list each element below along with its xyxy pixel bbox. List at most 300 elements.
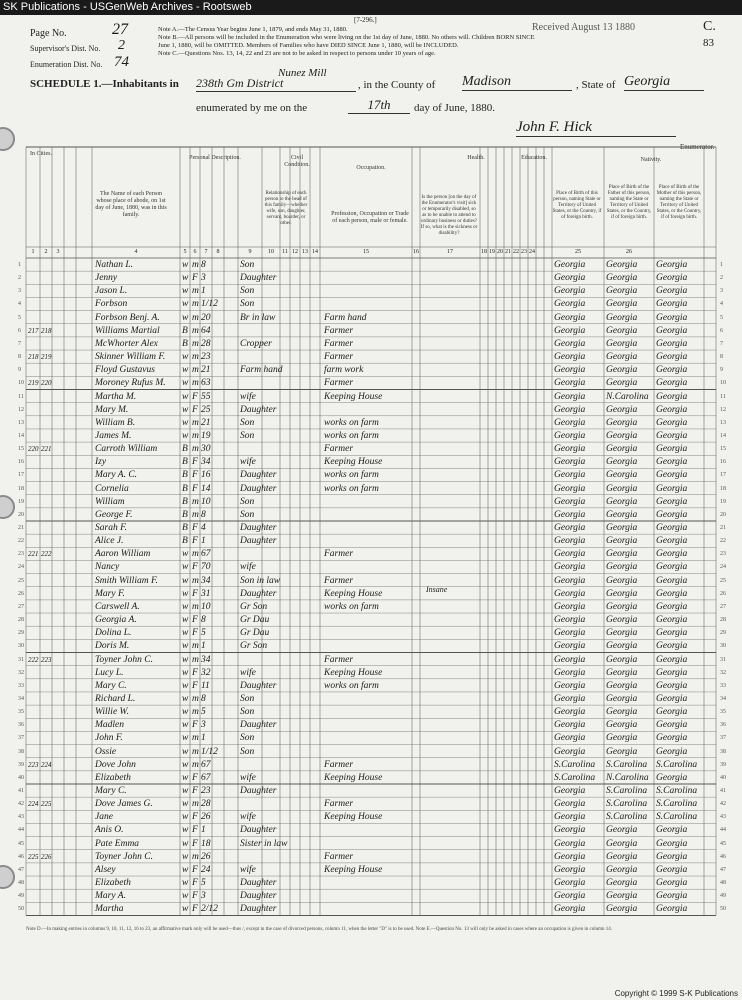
age: 1/12 xyxy=(201,746,218,757)
mother-birthplace: Georgia xyxy=(656,391,688,402)
occupation: works on farm xyxy=(324,470,379,481)
window-title-bar xyxy=(0,0,742,15)
relationship: Son xyxy=(240,707,255,718)
line-number: 28 xyxy=(720,617,726,624)
column-number: 4 xyxy=(134,249,138,255)
relationship: Daughter xyxy=(240,786,277,796)
occupation: Farmer xyxy=(324,352,354,363)
father-birthplace: Georgia xyxy=(606,746,638,757)
person-name: Williams Martial xyxy=(95,325,160,336)
color: w xyxy=(182,707,189,718)
person-name: Mary C. xyxy=(95,786,127,796)
mother-birthplace: Georgia xyxy=(656,720,688,731)
sex: F xyxy=(192,404,198,415)
age: 1 xyxy=(201,536,206,547)
age: 28 xyxy=(201,799,211,810)
father-birthplace: Georgia xyxy=(606,601,638,612)
dwelling-number xyxy=(28,666,40,680)
relationship: Gr Dau xyxy=(240,628,270,639)
sex: m xyxy=(192,312,199,323)
birthplace: Georgia xyxy=(554,746,586,757)
family-number xyxy=(41,837,53,851)
sex: m xyxy=(192,286,199,297)
person-name: Forbson xyxy=(95,299,128,310)
color: w xyxy=(182,720,189,731)
line-number: 19 xyxy=(720,498,726,505)
line-number: 32 xyxy=(18,669,24,676)
occupation: Farmer xyxy=(324,549,354,560)
birthplace: Georgia xyxy=(554,786,586,796)
dwelling-number xyxy=(28,390,40,404)
table-row xyxy=(0,705,742,719)
person-name: George F. xyxy=(95,509,133,520)
note-a: Note A.—The Census Year begins June 1, 1879, and ends May 31, 1880. xyxy=(158,26,348,33)
age: 32 xyxy=(201,667,211,678)
sex: F xyxy=(192,615,198,626)
dwelling-number xyxy=(28,311,40,325)
age: 14 xyxy=(201,483,211,494)
table-row xyxy=(0,902,742,916)
family-number xyxy=(41,902,53,916)
person-name: Smith William F. xyxy=(95,575,158,586)
color: B xyxy=(182,338,188,349)
mother-birthplace: Georgia xyxy=(656,286,688,297)
line-number: 42 xyxy=(18,801,24,808)
age: 5 xyxy=(201,707,206,718)
relationship: Daughter xyxy=(240,470,277,481)
dwelling-number xyxy=(28,363,40,377)
table-row xyxy=(0,521,742,535)
family-number xyxy=(41,731,53,745)
table-row xyxy=(0,613,742,627)
age: 8 xyxy=(201,693,206,704)
birthplace: Georgia xyxy=(554,904,586,915)
color: w xyxy=(182,864,189,875)
age: 1 xyxy=(201,286,206,297)
relationship: wife xyxy=(240,812,256,823)
line-number: 39 xyxy=(720,761,726,768)
family-number xyxy=(41,823,53,837)
mother-birthplace: Georgia xyxy=(656,312,688,323)
table-row xyxy=(0,797,742,811)
relationship: Son xyxy=(240,417,255,428)
dwelling-number xyxy=(28,482,40,496)
table-row xyxy=(0,297,742,311)
enumerator-signature: John F. Hick xyxy=(516,119,676,137)
line-number: 47 xyxy=(18,866,24,873)
table-row xyxy=(0,350,742,364)
line-number: 31 xyxy=(720,656,726,663)
age: 1 xyxy=(201,733,206,744)
person-name: John F. xyxy=(95,733,123,744)
birthplace: Georgia xyxy=(554,680,586,691)
relationship: Daughter xyxy=(240,588,277,599)
enumerated-day: 17th xyxy=(348,97,410,114)
line-number: 32 xyxy=(720,669,726,676)
table-row xyxy=(0,600,742,614)
dwelling-number xyxy=(28,416,40,430)
column-number: 26 xyxy=(626,249,632,255)
mother-birthplace: Georgia xyxy=(656,864,688,875)
color: B xyxy=(182,496,188,507)
color: w xyxy=(182,759,189,770)
father-birthplace: Georgia xyxy=(606,260,638,270)
relationship xyxy=(240,324,280,338)
state-label: , State of xyxy=(576,79,616,91)
mother-birthplace: Georgia xyxy=(656,891,688,902)
table-row xyxy=(0,626,742,640)
father-birthplace: Georgia xyxy=(606,707,638,718)
table-row xyxy=(0,784,742,798)
mother-birthplace: Georgia xyxy=(656,615,688,626)
line-number: 6 xyxy=(720,327,723,334)
age: 34 xyxy=(201,457,211,468)
father-birthplace: Georgia xyxy=(606,286,638,297)
occupation: works on farm xyxy=(324,430,379,441)
dwelling-number xyxy=(28,639,40,653)
relationship: Son in law xyxy=(240,575,281,586)
district-extra: Nunez Mill xyxy=(278,67,327,79)
birthplace: Georgia xyxy=(554,549,586,560)
line-number: 18 xyxy=(18,485,24,492)
table-row xyxy=(0,271,742,285)
census-page xyxy=(0,15,742,1000)
col-civil: Civil Condition. xyxy=(284,155,310,168)
family-number xyxy=(41,574,53,588)
sex: m xyxy=(192,549,199,560)
relationship: wife xyxy=(240,667,256,678)
sex: F xyxy=(192,470,198,481)
family-number xyxy=(41,771,53,785)
mother-birthplace: Georgia xyxy=(656,470,688,481)
father-birthplace: Georgia xyxy=(606,641,638,652)
color: w xyxy=(182,286,189,297)
relationship: Daughter xyxy=(240,720,277,731)
line-number: 27 xyxy=(720,603,726,610)
table-row xyxy=(0,311,742,325)
sex: F xyxy=(192,562,198,573)
relationship: Daughter xyxy=(240,273,277,284)
person-name: Cornelia xyxy=(95,483,129,494)
line-number: 9 xyxy=(18,367,21,374)
age: 4 xyxy=(201,523,206,533)
birthplace: Georgia xyxy=(554,707,586,718)
birthplace: Georgia xyxy=(554,352,586,363)
father-birthplace: Georgia xyxy=(606,825,638,836)
person-name: Ossie xyxy=(95,746,117,757)
col-birth-mother: Place of Birth of the Mother of this person, naming the State or Territory of United States, or the Country, if of foreign birth. xyxy=(656,185,702,220)
family-number xyxy=(41,258,53,272)
family-number: 220 xyxy=(41,379,52,388)
sex: m xyxy=(192,799,199,810)
dwelling-number xyxy=(28,271,40,285)
mother-birthplace: Georgia xyxy=(656,404,688,415)
person-name: Martha xyxy=(95,904,124,915)
mother-birthplace: Georgia xyxy=(656,509,688,520)
dwelling-number xyxy=(28,823,40,837)
dwelling-number xyxy=(28,863,40,877)
relationship: Son xyxy=(240,496,255,507)
birthplace: Georgia xyxy=(554,523,586,533)
mother-birthplace: Georgia xyxy=(656,496,688,507)
line-number: 10 xyxy=(18,380,24,387)
sex: m xyxy=(192,641,199,652)
occupation: Farmer xyxy=(324,444,354,455)
dwelling-number xyxy=(28,784,40,798)
color: w xyxy=(182,404,189,415)
person-name: Doris M. xyxy=(95,641,130,652)
father-birthplace: Georgia xyxy=(606,273,638,284)
color: w xyxy=(182,575,189,586)
table-row xyxy=(0,574,742,588)
col-health: Health. xyxy=(467,155,485,161)
line-number: 38 xyxy=(720,748,726,755)
occupation xyxy=(324,639,410,653)
enumerated-rest: day of June, 1880. xyxy=(414,102,495,114)
occupation: Farmer xyxy=(324,575,354,586)
birthplace: Georgia xyxy=(554,286,586,297)
color: w xyxy=(182,417,189,428)
father-birthplace: Georgia xyxy=(606,838,638,849)
color: B xyxy=(182,523,188,533)
age: 21 xyxy=(201,417,211,428)
person-name: Lucy L. xyxy=(95,667,124,678)
birthplace: Georgia xyxy=(554,891,586,902)
table-row xyxy=(0,731,742,745)
father-birthplace: Georgia xyxy=(606,404,638,415)
family-number xyxy=(41,455,53,469)
sex: m xyxy=(192,299,199,310)
birthplace: Georgia xyxy=(554,825,586,836)
relationship: Son xyxy=(240,430,255,441)
sex: m xyxy=(192,365,199,376)
dwelling-number xyxy=(28,284,40,298)
mother-birthplace: Georgia xyxy=(656,273,688,284)
county-value: Madison xyxy=(462,74,572,91)
sex: m xyxy=(192,601,199,612)
mother-birthplace: Georgia xyxy=(656,536,688,547)
father-birthplace: Georgia xyxy=(606,523,638,533)
sex: m xyxy=(192,746,199,757)
sex: F xyxy=(192,878,198,889)
relationship xyxy=(240,653,280,667)
sex: m xyxy=(192,707,199,718)
family-number xyxy=(41,416,53,430)
father-birthplace: Georgia xyxy=(606,378,638,389)
occupation: Farmer xyxy=(324,654,354,665)
col-names: The Name of each Person whose place of abode, on 1st day of June, 1880, was in this family. xyxy=(95,191,167,218)
color: w xyxy=(182,746,189,757)
relationship: Br in law xyxy=(240,312,276,323)
sex: F xyxy=(192,391,198,402)
age: 24 xyxy=(201,864,211,875)
family-number xyxy=(41,390,53,404)
color: w xyxy=(182,562,189,573)
color: w xyxy=(182,352,189,363)
color: w xyxy=(182,812,189,823)
table-row xyxy=(0,258,742,272)
line-number: 2 xyxy=(720,275,723,282)
table-row xyxy=(0,495,742,509)
age: 16 xyxy=(201,470,211,481)
father-birthplace: Georgia xyxy=(606,536,638,547)
line-number: 23 xyxy=(720,551,726,558)
family-number xyxy=(41,363,53,377)
birthplace: Georgia xyxy=(554,404,586,415)
birthplace: Georgia xyxy=(554,378,586,389)
table-row xyxy=(0,324,742,338)
age: 11 xyxy=(201,680,210,691)
sex: m xyxy=(192,417,199,428)
occupation: works on farm xyxy=(324,680,379,691)
enumerator-label: Enumerator. xyxy=(680,143,715,151)
line-number: 44 xyxy=(720,827,726,834)
relationship: Daughter xyxy=(240,904,277,915)
father-birthplace: Georgia xyxy=(606,693,638,704)
column-number: 22 xyxy=(513,249,519,255)
person-name: Nathan L. xyxy=(95,260,134,270)
family-number xyxy=(41,587,53,601)
age: 34 xyxy=(201,654,211,665)
line-number: 50 xyxy=(18,906,24,913)
line-number: 6 xyxy=(18,327,21,334)
dwelling-number xyxy=(28,718,40,732)
color: w xyxy=(182,260,189,270)
sex: m xyxy=(192,325,199,336)
person-name: Anis O. xyxy=(95,825,124,836)
mother-birthplace: Georgia xyxy=(656,457,688,468)
occupation xyxy=(324,560,410,574)
relationship xyxy=(240,350,280,364)
occupation xyxy=(324,784,410,798)
mother-birthplace: Georgia xyxy=(656,299,688,310)
family-number xyxy=(41,495,53,509)
color: w xyxy=(182,772,189,783)
birthplace: Georgia xyxy=(554,444,586,455)
mother-birthplace: Georgia xyxy=(656,444,688,455)
line-number: 10 xyxy=(720,380,726,387)
schedule-label: SCHEDULE 1.—Inhabitants in xyxy=(30,78,179,90)
dwelling-number xyxy=(28,731,40,745)
father-birthplace: N.Carolina xyxy=(606,772,649,783)
family-number xyxy=(41,534,53,548)
father-birthplace: Georgia xyxy=(606,352,638,363)
line-number: 43 xyxy=(720,814,726,821)
sex: F xyxy=(192,864,198,875)
line-number: 17 xyxy=(720,472,726,479)
mother-birthplace: Georgia xyxy=(656,733,688,744)
age: 5 xyxy=(201,628,206,639)
dwelling-number xyxy=(28,679,40,693)
sex: m xyxy=(192,260,199,270)
occupation xyxy=(324,718,410,732)
line-number: 15 xyxy=(18,446,24,453)
family-number xyxy=(41,784,53,798)
birthplace: Georgia xyxy=(554,483,586,494)
line-number: 44 xyxy=(18,827,24,834)
table-row xyxy=(0,390,742,404)
line-number: 29 xyxy=(18,630,24,637)
mother-birthplace: Georgia xyxy=(656,523,688,533)
dwelling-number xyxy=(28,258,40,272)
col-occupation-sub: Profession, Occupation or Trade of each person, male or female. xyxy=(331,211,409,224)
line-number: 41 xyxy=(720,788,726,794)
column-number: 7 xyxy=(204,249,208,255)
dwelling-number: 221 xyxy=(28,550,39,559)
table-row xyxy=(0,837,742,851)
line-number: 36 xyxy=(18,722,24,729)
enumerated-label: enumerated by me on the xyxy=(196,102,308,114)
line-number: 36 xyxy=(720,722,726,729)
father-birthplace: N.Carolina xyxy=(606,391,649,402)
col-occupation: Occupation. xyxy=(356,165,386,171)
person-name: Jason L. xyxy=(95,286,128,297)
age: 55 xyxy=(201,391,211,402)
person-name: Willie W. xyxy=(95,707,129,718)
relationship: Son xyxy=(240,733,255,744)
birthplace: Georgia xyxy=(554,812,586,823)
line-number: 26 xyxy=(18,590,24,597)
age: 19 xyxy=(201,430,211,441)
relationship: Son xyxy=(240,693,255,704)
sex: F xyxy=(192,483,198,494)
line-number: 20 xyxy=(18,511,24,518)
color: B xyxy=(182,325,188,336)
occupation xyxy=(324,626,410,640)
line-number: 7 xyxy=(18,340,21,347)
table-row xyxy=(0,416,742,430)
person-name: Aaron William xyxy=(95,549,151,560)
family-number xyxy=(41,679,53,693)
line-number: 3 xyxy=(18,288,21,295)
color: w xyxy=(182,878,189,889)
relationship xyxy=(240,797,280,811)
age: 21 xyxy=(201,365,211,376)
occupation: Farmer xyxy=(324,325,354,336)
table-row xyxy=(0,429,742,443)
line-number: 11 xyxy=(720,393,726,400)
dwelling-number xyxy=(28,560,40,574)
occupation xyxy=(324,271,410,285)
table-row xyxy=(0,863,742,877)
table-row xyxy=(0,889,742,903)
birthplace: Georgia xyxy=(554,838,586,849)
birthplace: S.Carolina xyxy=(554,759,596,770)
family-number xyxy=(41,876,53,890)
column-number: 16 xyxy=(413,249,419,255)
dwelling-number xyxy=(28,600,40,614)
family-number xyxy=(41,521,53,535)
occupation xyxy=(324,534,410,548)
line-number: 34 xyxy=(18,695,24,702)
color: w xyxy=(182,667,189,678)
table-row xyxy=(0,337,742,351)
line-number: 12 xyxy=(720,406,726,413)
occupation xyxy=(324,258,410,272)
relationship xyxy=(240,376,280,390)
birthplace: Georgia xyxy=(554,509,586,520)
family-number xyxy=(41,297,53,311)
line-number: 21 xyxy=(720,525,726,531)
occupation: Keeping House xyxy=(324,588,383,599)
father-birthplace: Georgia xyxy=(606,720,638,731)
age: 67 xyxy=(201,549,211,560)
family-number xyxy=(41,863,53,877)
birthplace: Georgia xyxy=(554,470,586,481)
family-number xyxy=(41,429,53,443)
occupation xyxy=(324,521,410,535)
state-value: Georgia xyxy=(624,74,704,91)
